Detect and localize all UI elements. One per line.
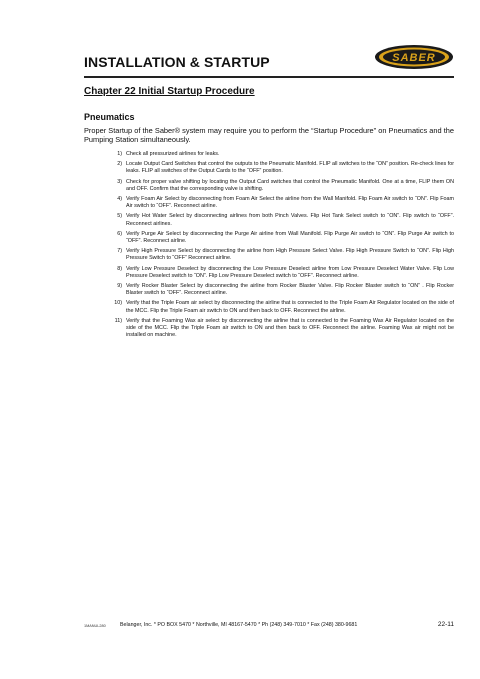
logo-text: SABER	[392, 52, 436, 64]
step-number: 6)	[117, 230, 122, 237]
step-number: 8)	[117, 265, 122, 272]
step-item	[108, 231, 454, 245]
step-number: 11)	[114, 317, 122, 324]
step-text: Verify that the Foaming Wax air select by disconnecting the airline that is connected to the Foaming Wax Air Regulator located on the side of the MCC. Flip the Triple Foam air switch to ON and then back to OFF. Reconnect the airline. Foaming Wax air might not be installed on machine.	[126, 317, 454, 339]
page-number: 22-11	[437, 621, 454, 628]
step-item	[108, 213, 454, 227]
step-item	[108, 179, 454, 193]
step-number: 9)	[117, 283, 122, 290]
step-item	[108, 196, 454, 210]
step-item	[108, 318, 454, 340]
header-title: INSTALLATION & STARTUP	[84, 54, 270, 70]
step-text: Check all pressurized airlines for leaks.	[126, 151, 220, 157]
step-text: Verify High Pressure Select by disconnecting the airline from High Pressure Select Valve. Flip High Pressure Switch to “ON”. Flip High Pressure Switch to “OFF” Reconnect airline.	[126, 248, 454, 262]
intro-paragraph: Proper Startup of the Saber® system may require you to perform the “Startup Procedure” on Pneumatics and the Pumping Station simultaneously.	[84, 126, 454, 144]
header-divider	[84, 76, 454, 78]
step-number: 1)	[117, 151, 122, 157]
step-item	[108, 248, 454, 262]
step-number: 5)	[117, 213, 122, 220]
step-number: 3)	[117, 178, 122, 185]
company-address: Belanger, Inc. * PO BOX 5470 * Northville, MI 48167-5470 * Ph (248) 349-7010 * Fax (248) 380-9681	[120, 622, 358, 628]
section-heading: Pneumatics	[84, 112, 135, 122]
step-item	[108, 300, 454, 314]
document-code: 1MANUL280	[84, 624, 106, 628]
page-footer	[84, 620, 454, 632]
step-item	[108, 266, 454, 280]
step-number: 2)	[117, 161, 122, 168]
saber-logo	[374, 44, 454, 70]
step-number: 4)	[117, 196, 122, 203]
step-item	[108, 151, 454, 158]
step-text: Verify Hot Water Select by disconnecting airlines from both Pinch Valves. Flip Hot Tank Select switch to “ON”. Flip switch to “OFF”. Reconnect airlines.	[126, 213, 454, 227]
step-item	[108, 283, 454, 297]
step-text: Verify Foam Air Select by disconnecting from Foam Air Select the airline from the Wall Manifold. Flip Foam Air switch to “ON”. Flip Foam Air switch to “OFF”. Reconnect airline.	[126, 196, 454, 210]
step-text: Locate Output Card Switches that control the outputs to the Pneumatic Manifold. FLIP all switches to the “ON” position. Re-check lines for leaks. FLIP all switches of the Output Cards to the “OFF” position.	[126, 161, 454, 175]
step-text: Verify Low Pressure Deselect by disconnecting the Low Pressure Deselect airline from Low Pressure Deselect Water Valve. Flip Low Pressure Deselect switch to “ON”. Flip Low Pressure Deselect switch to “OFF”. Reconnect airline.	[126, 265, 454, 279]
chapter-title: Chapter 22 Initial Startup Procedure	[84, 86, 255, 97]
step-text: Verify Purge Air Select by disconnecting the Purge Air airline from Wall Manifold. Flip Purge Air switch to “ON”. Flip Purge Air switch to “OFF”. Reconnect airline.	[126, 230, 454, 245]
step-text: Verify that the Triple Foam air select by disconnecting the airline that is connected to the Triple Foam Air Regulator located on the side of the MCC. Flip the Triple Foam air switch to ON and then back to OFF. Reconnect the airline.	[126, 300, 454, 314]
step-text: Verify Rocker Blaster Select by disconnecting the airline from Rocker Blaster Valve. Flip Rocker Blaster switch to “ON” . Flip Rocker Blaster switch to “OFF”. Reconnect airline.	[126, 283, 454, 297]
procedure-steps	[108, 151, 454, 342]
step-number: 7)	[117, 248, 122, 255]
page-header	[84, 44, 454, 74]
step-item	[108, 161, 454, 175]
step-number: 10)	[114, 300, 122, 307]
step-text: Check for proper valve shifting by locating the Output Card switches that control the Pneumatic Manifold. One at a time, FLIP them ON and OFF. Confirm that the corresponding valve is shifting.	[126, 178, 454, 192]
